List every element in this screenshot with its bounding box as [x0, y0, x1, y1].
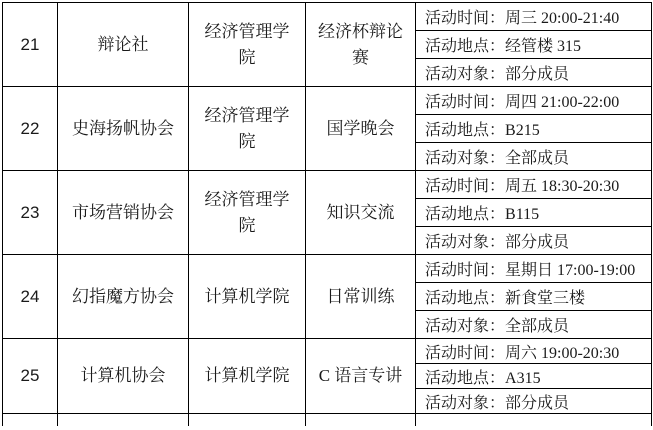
club-name-cell: 市场营销协会 — [58, 171, 189, 255]
activity-time-cell — [416, 3, 652, 31]
activity-place-cell — [416, 283, 652, 311]
empty-cell — [58, 414, 189, 426]
activity-name-cell: 日常训练 — [306, 255, 416, 339]
empty-cell — [189, 414, 306, 426]
row-number-cell: 23 — [3, 171, 58, 255]
club-name-cell: 史海扬帆协会 — [58, 87, 189, 171]
detail-label: 活动时间： — [425, 262, 506, 279]
detail-value: A315 — [505, 369, 541, 387]
detail-label: 活动对象： — [425, 318, 506, 335]
detail-label: 活动时间： — [425, 178, 506, 195]
row-number-cell: 25 — [3, 339, 58, 414]
detail-label: 活动地点： — [425, 369, 506, 387]
activity-place-cell — [416, 115, 652, 143]
activity-name-cell: 国学晚会 — [306, 87, 416, 171]
table-row — [3, 339, 652, 364]
activity-time-cell — [416, 255, 652, 283]
table-row — [3, 87, 652, 115]
club-activity-table — [2, 2, 652, 426]
activity-target-cell — [416, 311, 652, 339]
college-cell: 计算机学院 — [189, 339, 306, 414]
activity-name-cell: 知识交流 — [306, 171, 416, 255]
college-cell: 计算机学院 — [189, 255, 306, 339]
activity-place-cell — [416, 31, 652, 59]
detail-label: 活动地点： — [425, 206, 506, 223]
detail-value: 部分成员 — [505, 66, 570, 83]
club-name-cell: 计算机协会 — [58, 339, 189, 414]
detail-value: 部分成员 — [505, 394, 570, 412]
detail-value: 全部成员 — [505, 318, 570, 335]
club-name-cell: 幻指魔方协会 — [58, 255, 189, 339]
detail-label: 活动地点： — [425, 290, 506, 307]
empty-cell — [3, 414, 58, 426]
detail-label: 活动时间： — [425, 94, 506, 111]
activity-target-cell — [416, 143, 652, 171]
detail-value: 星期日 17:00-19:00 — [505, 262, 636, 279]
detail-label: 活动对象： — [425, 150, 506, 167]
detail-value: 周四 21:00-22:00 — [505, 94, 620, 111]
empty-cell — [306, 414, 416, 426]
detail-label: 活动对象： — [425, 394, 506, 412]
detail-label: 活动地点： — [425, 122, 506, 139]
club-name-cell: 辩论社 — [58, 3, 189, 87]
college-cell: 经济管理学院 — [189, 171, 306, 255]
detail-value: 部分成员 — [505, 234, 570, 251]
detail-value: B215 — [505, 122, 540, 139]
row-number-cell: 22 — [3, 87, 58, 171]
activity-target-cell — [416, 227, 652, 255]
activity-place-cell — [416, 364, 652, 389]
detail-label: 活动时间： — [425, 10, 506, 27]
activity-time-cell — [416, 339, 652, 364]
detail-value: 经管楼 315 — [505, 38, 582, 55]
row-number-cell: 21 — [3, 3, 58, 87]
detail-value: 全部成员 — [505, 150, 570, 167]
detail-label: 活动时间： — [425, 344, 506, 362]
table-row — [3, 171, 652, 199]
activity-time-cell — [416, 87, 652, 115]
row-number-cell: 24 — [3, 255, 58, 339]
table-row — [3, 3, 652, 31]
detail-value: 周六 19:00-20:30 — [505, 344, 620, 362]
activity-target-cell — [416, 389, 652, 414]
detail-label: 活动对象： — [425, 234, 506, 251]
table-row-partial — [3, 414, 652, 426]
college-cell: 经济管理学院 — [189, 3, 306, 87]
detail-value: B115 — [505, 206, 540, 223]
detail-label: 活动地点： — [425, 38, 506, 55]
detail-label: 活动对象： — [425, 66, 506, 83]
detail-value: 周五 18:30-20:30 — [505, 178, 620, 195]
activity-place-cell — [416, 199, 652, 227]
table-row — [3, 255, 652, 283]
detail-value: 周三 20:00-21:40 — [505, 10, 620, 27]
activity-time-cell — [416, 171, 652, 199]
activity-name-cell: C 语言专讲 — [306, 339, 416, 414]
activity-target-cell — [416, 59, 652, 87]
college-cell: 经济管理学院 — [189, 87, 306, 171]
empty-cell — [416, 414, 652, 426]
activity-name-cell: 经济杯辩论赛 — [306, 3, 416, 87]
detail-value: 新食堂三楼 — [505, 290, 586, 307]
